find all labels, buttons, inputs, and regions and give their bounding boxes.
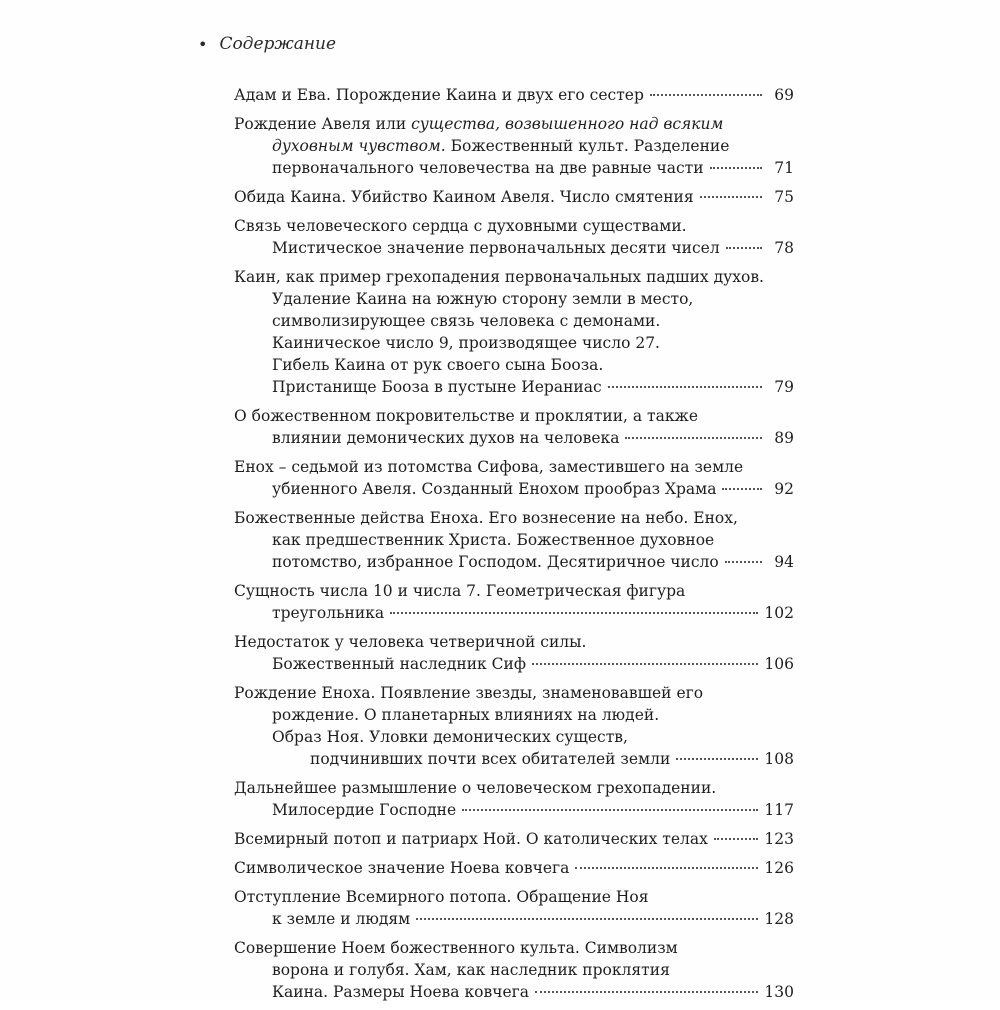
toc-line: Гибель Каина от рук своего сына Бооза. [272,356,604,374]
toc-entry[interactable] [234,507,794,573]
header-title: Содержание [219,34,337,54]
toc-line-part: Рождение Авеля или [234,115,412,133]
toc-line [234,113,723,135]
toc-line: символизирующее связь человека с демонами. [272,312,661,330]
toc-line: Пристанище Бооза в пустыне Иераниас [272,378,602,396]
toc-line: Недостаток у человека четверичной силы. [234,633,587,651]
toc-line: Енох – седьмой из потомства Сифова, заместившего на земле [234,458,744,476]
leader-dots [676,758,758,760]
toc-entry[interactable] [234,405,794,449]
toc-line-italic: духовным чувством. [272,137,446,155]
leader-dots [714,838,759,840]
table-of-contents [234,84,794,1010]
leader-dots [535,991,758,993]
toc-line: Совершение Ноем божественного культа. Символизм [234,939,678,957]
bullet-icon: • [198,34,208,54]
toc-entry[interactable] [234,84,794,106]
toc-entry[interactable] [234,186,794,208]
toc-line: Обида Каина. Убийство Каином Авеля. Число смятения [234,188,694,206]
toc-page-number: 94 [774,553,794,571]
toc-page-number: 75 [774,188,794,206]
toc-line: ворона и голубя. Хам, как наследник проклятия [272,961,670,979]
leader-dots [390,612,758,614]
toc-entry[interactable] [234,631,794,675]
leader-dots [725,561,762,563]
toc-line: первоначального человечества на две равные части [272,159,704,177]
toc-page-number: 130 [764,983,794,1001]
toc-page-number: 79 [774,378,794,396]
toc-page-number: 106 [764,655,794,673]
toc-entry[interactable] [234,682,794,770]
toc-line-part: Божественный культ. Разделение [450,137,730,155]
toc-page-number: 126 [764,859,794,877]
leader-dots [650,94,762,96]
toc-line: треугольника [272,604,385,622]
toc-line: Символическое значение Ноева ковчега [234,859,570,877]
toc-entry[interactable] [234,456,794,500]
toc-line: Божественный наследник Сиф [272,655,526,673]
leader-dots [700,196,762,198]
toc-line: как предшественник Христа. Божественное духовное [272,531,715,549]
toc-page-number: 92 [774,480,794,498]
leader-dots [726,247,762,249]
toc-line: Образ Ноя. Уловки демонических существ, [272,728,628,746]
leader-dots [625,437,762,439]
toc-line: Каина. Размеры Ноева ковчега [272,983,529,1001]
toc-entry[interactable] [234,886,794,930]
toc-entry[interactable] [234,857,794,879]
toc-entry[interactable] [234,215,794,259]
toc-entry[interactable] [234,580,794,624]
toc-entry[interactable] [234,937,794,1003]
toc-line: Каиническое число 9, производящее число 27. [272,334,660,352]
toc-page-number: 123 [764,830,794,848]
toc-line: Удаление Каина на южную сторону земли в место, [272,290,694,308]
toc-line: Мистическое значение первоначальных десяти чисел [272,239,720,257]
toc-line: О божественном покровительстве и проклятии, а также [234,407,698,425]
toc-line: Связь человеческого сердца с духовными существами. [234,217,687,235]
toc-page-number: 69 [774,86,794,104]
toc-line: к земле и людям [272,910,411,928]
running-header [198,34,336,54]
leader-dots [532,663,758,665]
toc-line: Сущность числа 10 и числа 7. Геометрическая фигура [234,582,686,600]
toc-page-number: 102 [764,604,794,622]
toc-line: Всемирный потоп и патриарх Ной. О католических телах [234,830,708,848]
toc-entry[interactable] [234,266,794,398]
toc-line: Адам и Ева. Порождение Каина и двух его сестер [234,86,644,104]
toc-entry[interactable] [234,777,794,821]
toc-line: Рождение Еноха. Появление звезды, знаменовавшей его [234,684,704,702]
toc-line: Дальнейшее размышление о человеческом грехопадении. [234,779,717,797]
toc-line: рождение. О планетарных влияниях на людей. [272,706,660,724]
toc-line: подчинивших почти всех обитателей земли [310,750,671,768]
toc-line: Божественные действа Еноха. Его вознесение на небо. Енох, [234,509,738,527]
toc-page-number: 71 [774,159,794,177]
leader-dots [608,386,762,388]
toc-page-number: 128 [764,910,794,928]
toc-line: Отступление Всемирного потопа. Обращение Ноя [234,888,649,906]
toc-entry[interactable] [234,113,794,179]
toc-page-number: 117 [764,801,794,819]
toc-page-number: 89 [774,429,794,447]
leader-dots [462,809,758,811]
toc-line [272,135,729,157]
toc-entry[interactable] [234,828,794,850]
toc-line: влиянии демонических духов на человека [272,429,620,447]
toc-line: потомство, избранное Господом. Десятиричное число [272,553,719,571]
leader-dots [710,167,762,169]
toc-line: Каин, как пример грехопадения первоначальных падших духов. [234,268,764,286]
toc-line-italic: существа, возвышенного над всяким [411,115,724,133]
toc-line: убиенного Авеля. Созданный Енохом прообраз Храма [272,480,717,498]
leader-dots [575,867,758,869]
leader-dots [722,488,762,490]
toc-page-number: 108 [764,750,794,768]
leader-dots [416,918,758,920]
toc-page-number: 78 [774,239,794,257]
toc-line: Милосердие Господне [272,801,457,819]
